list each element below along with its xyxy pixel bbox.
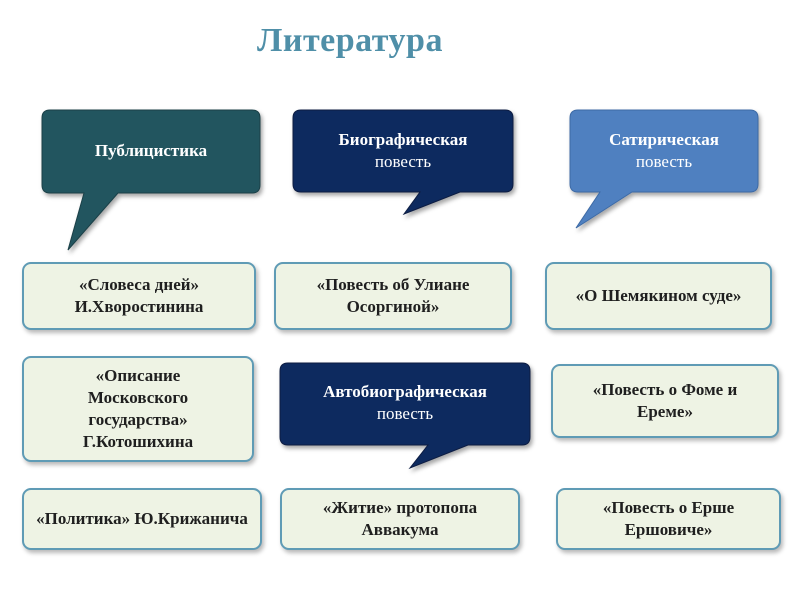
callout-autobiographical-sublabel: повесть	[376, 404, 434, 423]
work-box-foma-erema	[551, 364, 779, 438]
callout-satirical	[570, 129, 758, 173]
callout-biographical-sublabel: повесть	[374, 152, 432, 171]
work-box-ersh	[556, 488, 781, 550]
callout-publicistics	[42, 140, 260, 162]
work-box-label: «О Шемякином суде»	[575, 286, 742, 305]
work-box-slovesa-dney	[22, 262, 256, 330]
callout-autobiographical-label: Автобиографическая	[323, 382, 487, 401]
work-box-label: «Повесть о Ерше Ершовиче»	[602, 498, 735, 539]
work-box-label: «Словеса дней» И.Хворостинина	[74, 275, 204, 316]
work-box-label: «Житие» протопопа Аввакума	[322, 498, 478, 539]
callout-biographical-label: Биографическая	[338, 130, 468, 149]
callout-biographical	[293, 129, 513, 173]
callout-satirical-label: Сатирическая	[609, 130, 719, 149]
callout-publicistics-shape	[42, 110, 260, 250]
callout-autobiographical	[280, 381, 530, 425]
work-box-ulianiya	[274, 262, 512, 330]
work-box-label: «Повесть о Фоме и Ереме»	[592, 380, 738, 421]
page-title: Литература	[257, 22, 443, 59]
work-box-label: «Повесть об Улиане Осоргиной»	[316, 275, 470, 316]
callout-publicistics-label: Публицистика	[94, 141, 208, 160]
work-box-label: «Политика» Ю.Крижанича	[36, 509, 248, 528]
work-box-zhitie	[280, 488, 520, 550]
work-box-politika	[22, 488, 262, 550]
work-box-shemyakin	[545, 262, 772, 330]
callout-satirical-sublabel: повесть	[635, 152, 693, 171]
work-box-opisanie	[22, 356, 254, 462]
work-box-label: «Описание Московского государства» Г.Котошихина	[82, 366, 194, 451]
